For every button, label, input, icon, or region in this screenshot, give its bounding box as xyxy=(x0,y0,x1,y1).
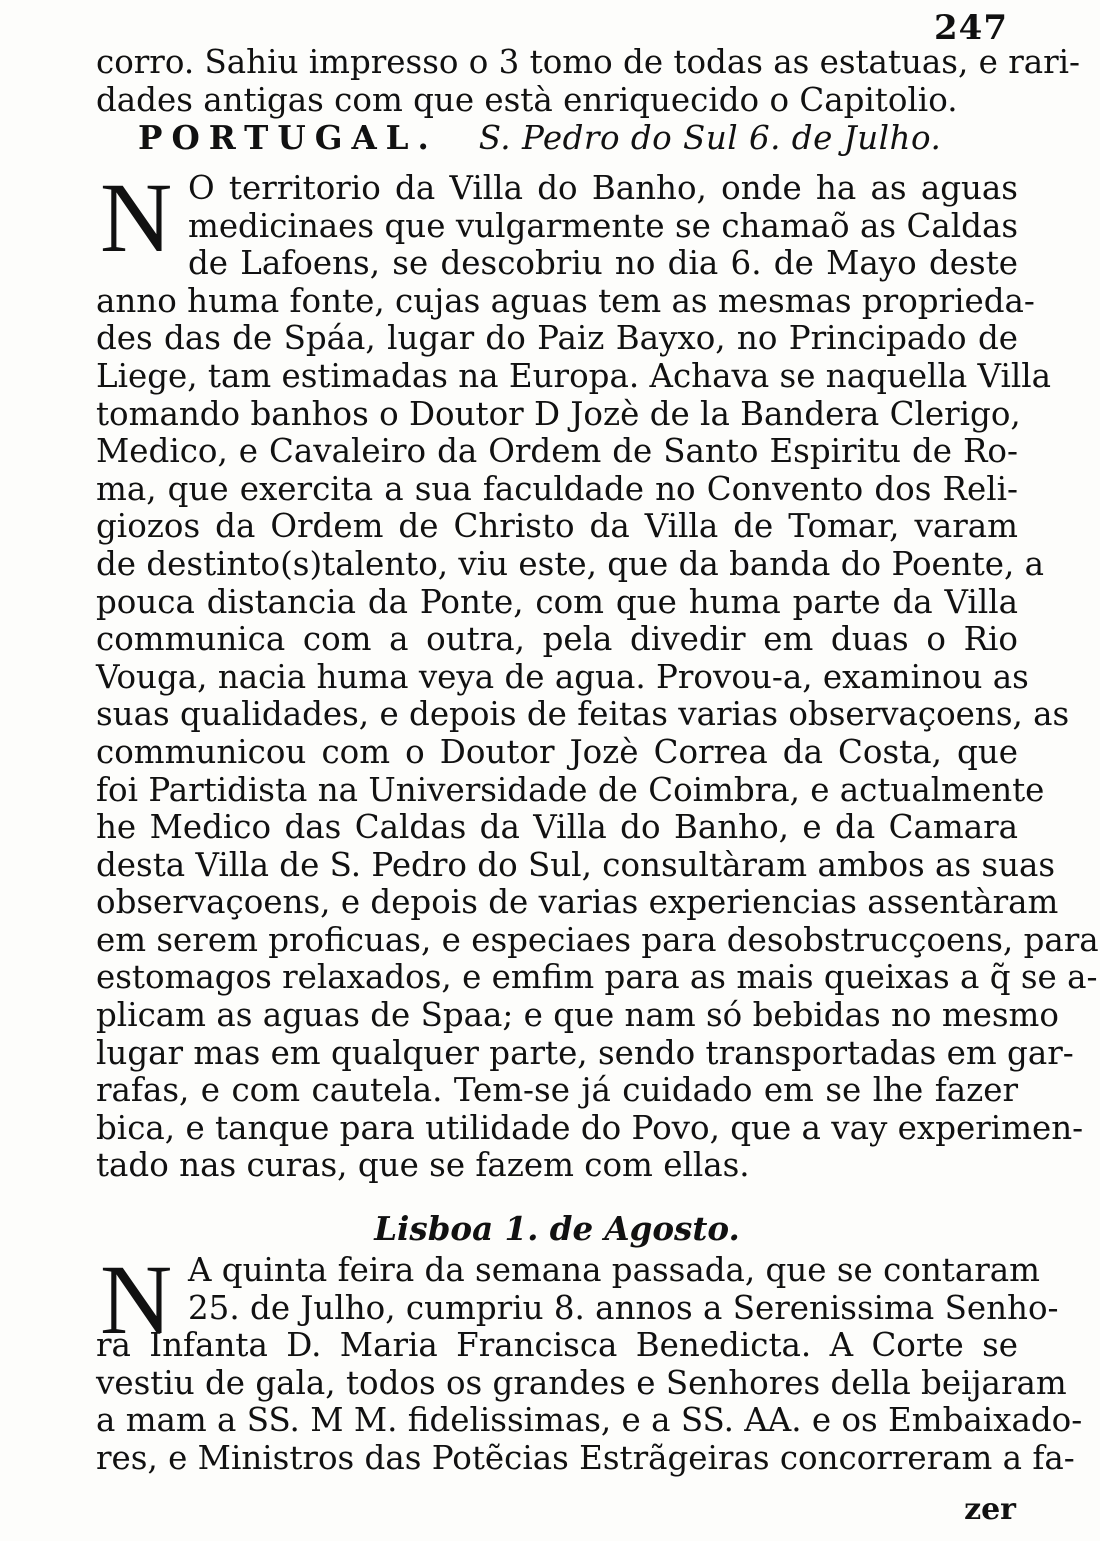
text-line: observaçoens, e depois de varias experiencias assentàram xyxy=(96,883,1059,922)
text-line: dades antigas com que està enriquecido o Capitolio. xyxy=(96,80,958,119)
catchword: zer xyxy=(964,1492,1016,1527)
text-line: communica com a outra, pela divedir em duas o Rio xyxy=(96,620,1018,659)
text-line: tado nas curas, que se fazem com ellas. xyxy=(96,1146,750,1185)
text-line: em serem proficuas, e especiaes para desobstrucçoens, para xyxy=(96,920,1099,959)
text-line: 25. de Julho, cumpriu 8. annos a Serenissima Senho- xyxy=(188,1288,1059,1327)
section-dateline: S. Pedro do Sul 6. de Julho. xyxy=(478,119,942,158)
dateline-lisboa: Lisboa 1. de Agosto. xyxy=(374,1209,740,1248)
text-line: anno huma fonte, cujas aguas tem as mesmas proprieda- xyxy=(96,281,1035,320)
drop-cap: N xyxy=(100,162,173,273)
continuation-text xyxy=(96,43,1081,158)
text-line: ma, que exercita a sua faculdade no Convento dos Reli- xyxy=(96,469,1018,508)
text-line: giozos da Ordem de Christo da Villa de Tomar, varam xyxy=(96,507,1018,546)
text-line: foi Partidista na Universidade de Coimbra, e actualmente xyxy=(96,770,1045,809)
text-line: ra Infanta D. Maria Francisca Benedicta. A Corte se xyxy=(96,1326,1018,1365)
text-line: he Medico das Caldas da Villa do Banho, e da Camara xyxy=(96,808,1018,847)
article-lisboa xyxy=(96,1244,1083,1478)
text-line: des das de Spáa, lugar do Paiz Bayxo, no Principado de xyxy=(96,319,1018,358)
text-line: Medico, e Cavaleiro da Ordem de Santo Espiritu de Ro- xyxy=(96,432,1018,471)
text-line: lugar mas em qualquer parte, sendo transportadas em gar- xyxy=(96,1033,1074,1072)
text-line: tomando banhos o Doutor D Jozè de la Bandera Clerigo, xyxy=(96,394,1021,433)
text-line: estomagos relaxados, e emfim para as mais queixas a q̃ se a- xyxy=(96,958,1098,997)
text-line: a mam a SS. M M. fidelissimas, e a SS. AA. e os Embaixado- xyxy=(96,1401,1083,1440)
text-line: desta Villa de S. Pedro do Sul, consultàram ambos as suas xyxy=(96,845,1056,884)
section-heading xyxy=(96,119,1018,158)
text-line: corro. Sahiu impresso o 3 tomo de todas as estatuas, e rari- xyxy=(96,43,1081,81)
section-country: PORTUGAL. xyxy=(138,118,438,158)
text-line: rafas, e com cautela. Tem-se já cuidado em se lhe fazer xyxy=(96,1071,1018,1110)
text-line: bica, e tanque para utilidade do Povo, que a vay experimen- xyxy=(96,1108,1084,1147)
text-line: medicinaes que vulgarmente se chamaõ as Caldas xyxy=(188,206,1018,245)
text-line: Liege, tam estimadas na Europa. Achava se naquella Villa xyxy=(96,356,1052,395)
page-number: 247 xyxy=(934,8,1008,48)
text-line: res, e Ministros das Potẽcias Estrãgeiras concorreram a fa- xyxy=(96,1438,1075,1477)
drop-cap: N xyxy=(100,1244,173,1355)
text-line: Vouga, nacia huma veya de agua. Provou-a, examinou as xyxy=(96,657,1029,696)
text-line: pouca distancia da Ponte, com que huma parte da Villa xyxy=(96,582,1018,621)
text-line: A quinta feira da semana passada, que se contaram xyxy=(188,1251,1040,1289)
text-line: de Lafoens, se descobriu no dia 6. de Mayo deste xyxy=(188,244,1018,283)
text-line: suas qualidades, e depois de feitas varias observaçoens, as xyxy=(96,695,1070,734)
text-line: O territorio da Villa do Banho, onde ha as aguas xyxy=(188,169,1018,207)
text-line: communicou com o Doutor Jozè Correa da Costa, que xyxy=(96,732,1018,771)
text-line: vestiu de gala, todos os grandes e Senhores della beijaram xyxy=(96,1363,1067,1402)
article-sao-pedro xyxy=(96,162,1099,1185)
text-line: plicam as aguas de Spaa; e que nam só bebidas no mesmo xyxy=(96,996,1059,1035)
text-line: de destinto(s)talento, viu este, que da banda do Poente, a xyxy=(96,544,1045,583)
